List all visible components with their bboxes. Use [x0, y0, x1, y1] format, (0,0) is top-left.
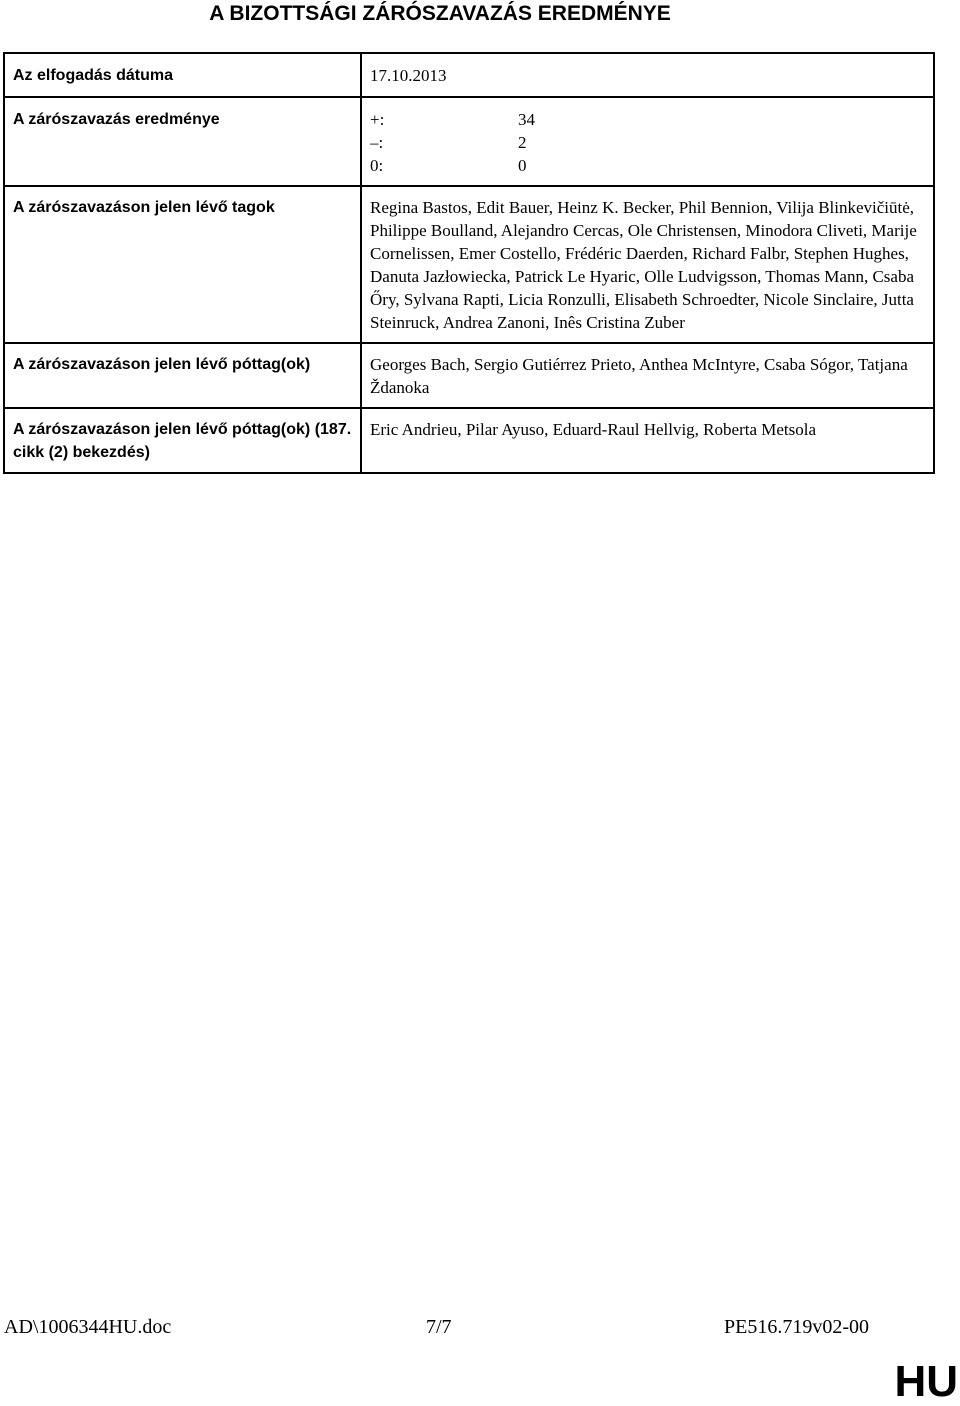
tally-minus-count: 2 — [518, 133, 527, 152]
table-row — [4, 186, 934, 343]
substitutes-187-list: Eric Andrieu, Pilar Ayuso, Eduard-Raul Hellvig, Roberta Metsola — [361, 408, 934, 473]
tally-plus-count: 34 — [518, 110, 535, 129]
tally-abstain-count: 0 — [518, 156, 527, 175]
substitutes-187-label: A zárószavazáson jelen lévő póttag(ok) (187. cikk (2) bekezdés) — [4, 408, 361, 473]
tally-minus-sign: –: — [370, 133, 384, 152]
adoption-date-label: Az elfogadás dátuma — [4, 53, 361, 97]
tally-plus-sign: +: — [370, 110, 385, 129]
footer-page-number: 7/7 — [426, 1316, 452, 1338]
vote-results-table — [3, 52, 935, 474]
members-present-list: Regina Bastos, Edit Bauer, Heinz K. Becker, Phil Bennion, Vilija Blinkevičiūtė, Philippe Boulland, Alejandro Cercas, Ole Christensen, Minodora Cliveti, Marije Cornelissen, Emer Costello, Frédéric Daerden, Richard Falbr, Stephen Hughes, Danuta Jazłowiecka, Patrick Le Hyaric, Olle Ludvigsson, Thomas Mann, Csaba Őry, Sylvana Rapti, Licia Ronzulli, Elisabeth Schroedter, Nicole Sinclaire, Jutta Steinruck, Andrea Zanoni, Inês Cristina Zuber — [361, 186, 934, 343]
language-code: HU — [894, 1357, 958, 1406]
substitutes-present-label: A zárószavazáson jelen lévő póttag(ok) — [4, 343, 361, 408]
final-vote-result-label: A zárószavazás eredménye — [4, 97, 361, 186]
table-row — [4, 408, 934, 473]
table-row — [4, 343, 934, 408]
footer-doc-ref: AD\1006344HU.doc — [4, 1316, 172, 1338]
footer-pe-ref: PE516.719v02-00 — [724, 1316, 869, 1338]
members-present-label: A zárószavazáson jelen lévő tagok — [4, 186, 361, 343]
table-row — [4, 53, 934, 97]
substitutes-present-list: Georges Bach, Sergio Gutiérrez Prieto, Anthea McIntyre, Csaba Sógor, Tatjana Ždanoka — [361, 343, 934, 408]
tally-abstain-sign: 0: — [370, 156, 384, 175]
document-title: A BIZOTTSÁGI ZÁRÓSZAVAZÁS EREDMÉNYE — [209, 2, 671, 25]
adoption-date-value: 17.10.2013 — [361, 53, 934, 97]
table-row — [4, 97, 934, 186]
final-vote-tally — [361, 97, 934, 186]
